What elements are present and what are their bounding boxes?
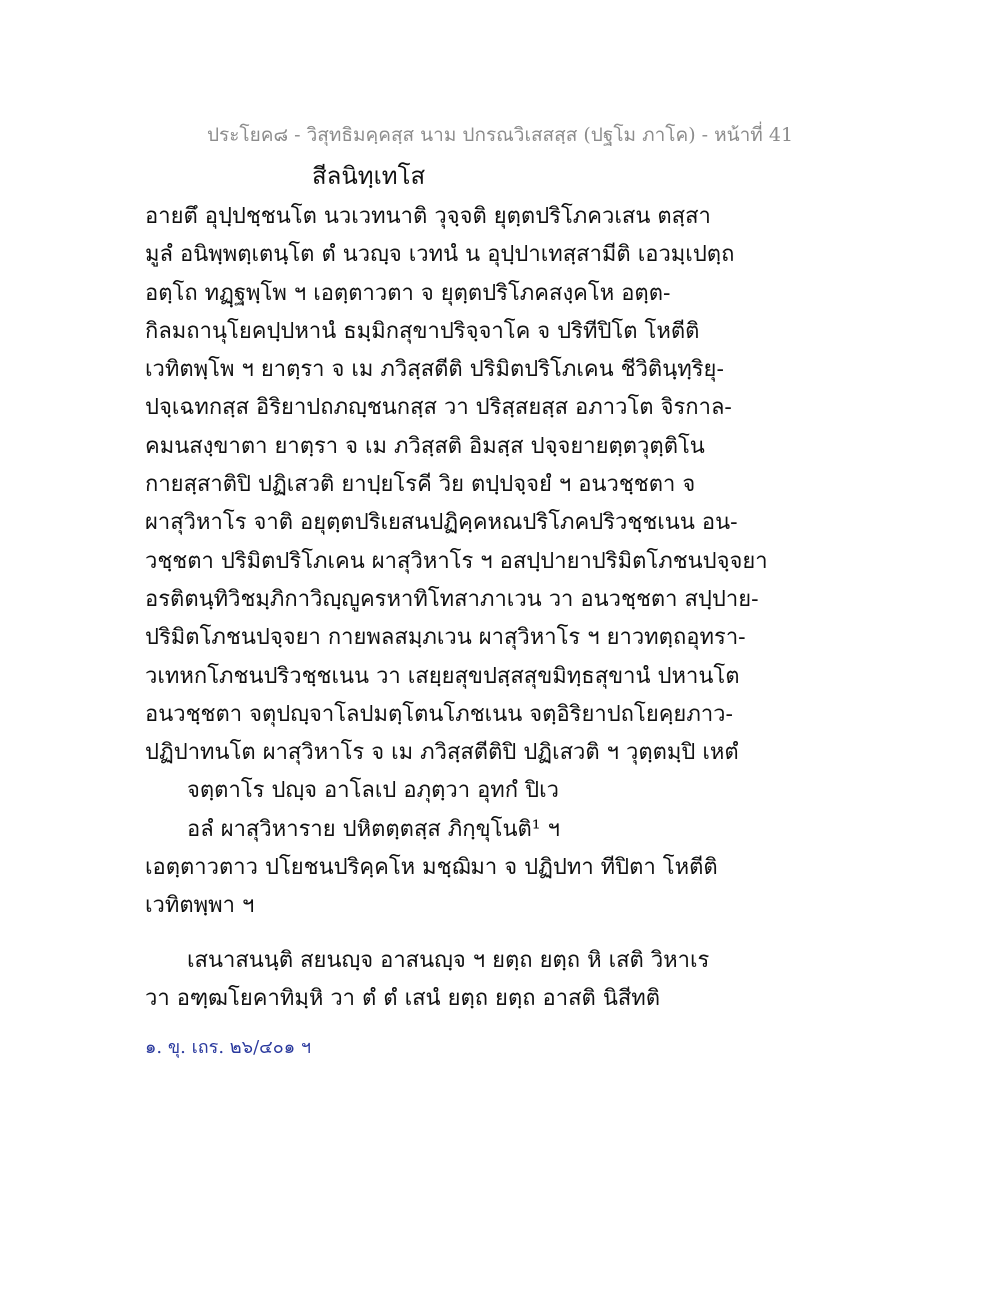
text-line: อตฺโถ ทฏฺฐพฺโพ ฯ เอตฺตาวตา จ ยุตฺตปริโภคสงฺคโห อตฺต- <box>145 280 671 306</box>
text-line: ปจฺเฉทกสฺส อิริยาปถภญฺชนกสฺส วา ปริสฺสยสฺส อภาวโต จิรกาล- <box>145 395 732 421</box>
text-line: อายตึ อุปฺปชฺชนโต นวเวทนาติ วุจฺจติ ยุตฺตปริโภควเสน ตสฺสา <box>145 204 711 229</box>
section-title: สีลนิทฺเทโส <box>312 162 426 190</box>
text-line: วเทหกโภชนปริวชฺชเนน วา เสยฺยสุขปสฺสสุขมิทฺธสุขานํ ปหานโต <box>145 663 740 689</box>
text-line: เวทิตพฺโพ ฯ ยาตฺรา จ เม ภวิสฺสตีติ ปริมิตปริโภเคน ชีวิตินฺทฺริยุ- <box>145 357 724 383</box>
text-line: ผาสุวิหาโร จาติ อยุตฺตปริเยสนปฏิคฺคหณปริโภคปริวชฺชเนน อน- <box>145 510 738 536</box>
text-line: เวทิตพฺพา ฯ <box>145 893 255 919</box>
paragraph-start-line: เสนาสนนฺติ สยนญฺจ อาสนญฺจ ฯ ยตฺถ ยตฺถ หิ เสติ วิหาเร <box>187 947 710 973</box>
text-line: ปริมิตโภชนปจฺจยา กายพลสมฺภเวน ผาสุวิหาโร ฯ ยาวทตฺถอุทรา- <box>145 625 746 651</box>
text-line: วา อฑฺฒโยคาทิมฺหิ วา ตํ ตํ เสนํ ยตฺถ ยตฺถ อาสติ นิสีทติ <box>145 985 661 1011</box>
footnote: ๑. ขุ. เถร. ๒๖/๔๐๑ ฯ <box>145 1037 311 1058</box>
text-line: ปฏิปาทนโต ผาสุวิหาโร จ เม ภวิสฺสตีติปิ ปฏิเสวติ ฯ วุตฺตมฺปิ เหตํ <box>145 740 739 766</box>
body-text <box>145 198 865 1018</box>
running-header: ประโยค๘ - วิสุทธิมคฺคสฺส นาม ปกรณวิเสสสฺส (ปฐโม ภาโค) - หน้าที่ 41 <box>206 124 794 146</box>
text-line: คมนสงฺขาตา ยาตฺรา จ เม ภวิสฺสติ อิมสฺส ปจฺจยายตฺตวุตฺติโน <box>145 433 705 459</box>
text-line: อนวชฺชตา จตุปญฺจาโลปมตฺโตนโภชเนน จตฺอิริยาปถโยคฺยภาว- <box>145 701 733 727</box>
text-line: อรติตนฺทิวิชมฺภิกาวิญฺญูครหาทิโทสาภาเวน วา อนวชฺชตา สปฺปาย- <box>145 586 759 612</box>
text-line: เอตฺตาวตาว ปโยชนปริคฺคโห มชฺฌิมา จ ปฏิปทา ทีปิตา โหตีติ <box>145 855 718 881</box>
verse-line: อลํ ผาสุวิหาราย ปหิตตฺตสฺส ภิกฺขุโนติ¹ ฯ <box>187 816 560 842</box>
text-line: มูลํ อนิพฺพตฺเตนฺโต ตํ นวญฺจ เวทนํ น อุปฺปาเทสฺสามีติ เอวมฺเปตฺถ <box>145 242 735 268</box>
text-line: วชฺชตา ปริมิตปริโภเคน ผาสุวิหาโร ฯ อสปฺปายาปริมิตโภชนปจฺจยา <box>145 548 768 574</box>
verse-line: จตฺตาโร ปญฺจ อาโลเป อภุตฺวา อุทกํ ปิเว <box>187 778 559 804</box>
text-line: กายสฺสาติปิ ปฏิเสวติ ยาปฺยโรคี วิย ตปฺปจฺจยํ ฯ อนวชฺชตา จ <box>145 472 696 498</box>
text-line: กิลมถานุโยคปฺปหานํ ธมฺมิกสุขาปริจฺจาโค จ ปริทีปิโต โหตีติ <box>145 318 700 344</box>
